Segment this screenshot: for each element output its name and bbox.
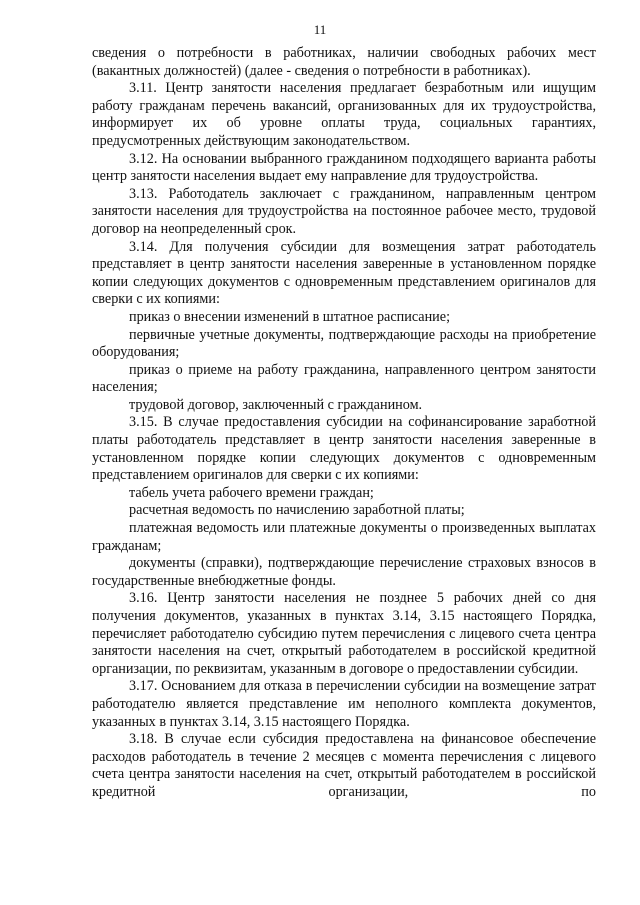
list-item-payment-statement: платежная ведомость или платежные документы о произведенных выплатах гражданам;: [92, 520, 596, 554]
paragraph-3-14: 3.14. Для получения субсидии для возмещения затрат работодатель представляет в центр занятости населения заверенные в установленном порядке копии следующих документов с одновременным представлением оригиналов для сверки с их копиями:: [92, 238, 596, 308]
list-item-labor-contract: трудовой договор, заключенный с гражданином.: [129, 396, 423, 413]
paragraph-3-18: 3.18. В случае если субсидия предоставлена на финансовое обеспечение расходов работодатель в течение 2 месяцев с момента перечисления с лицевого счета центра занятости населения на счет, открытый работодателем в российской кредитной организации, по: [92, 731, 596, 800]
page-number: 11: [313, 22, 327, 37]
paragraph-3-11: 3.11. Центр занятости населения предлагает безработным или ищущим работу гражданам перечень вакансий, организованных для их трудоустройства, информирует их об уровне оплаты труда, социальных гарантиях, предусмотренных действующим законодательством.: [92, 80, 596, 149]
list-item-timesheet: табель учета рабочего времени граждан;: [129, 484, 374, 501]
paragraph-3-16: 3.16. Центр занятости населения не позднее 5 рабочих дней со дня получения документов, указанных в пунктах 3.14, 3.15 настоящего Порядка, перечисляет работодателю субсидию путем перечисления с лицевого счета центра занятости населения на счет, открытый работодателем в российской кредитной организации, по реквизитам, указанным в договоре о предоставлении субсидии.: [92, 590, 596, 677]
document-body: [92, 45, 596, 802]
list-item-insurance-documents: документы (справки), подтверждающие перечисление страховых взносов в государственные внебюджетные фонды.: [92, 555, 596, 589]
paragraph-3-12: 3.12. На основании выбранного гражданином подходящего варианта работы центр занятости населения выдает ему направление для трудоустройства.: [92, 150, 596, 185]
paragraph-vacancy-info: сведения о потребности в работниках, наличии свободных рабочих мест (вакантных должностей) (далее - сведения о потребности в работниках).: [92, 45, 596, 79]
paragraph-3-13: 3.13. Работодатель заключает с гражданином, направленным центром занятости населения для трудоустройства на постоянное рабочее место, трудовой договор на неопределенный срок.: [92, 185, 596, 237]
paragraph-3-15: 3.15. В случае предоставления субсидии на софинансирование заработной платы работодатель представляет в центр занятости населения заверенные в установленном порядке копии следующих документов с одновременным представлением оригиналов для сверки с их копиями:: [92, 414, 596, 484]
list-item-payroll-statement: расчетная ведомость по начислению заработной платы;: [129, 502, 465, 519]
list-item-primary-documents: первичные учетные документы, подтверждающие расходы на приобретение оборудования;: [92, 326, 596, 361]
list-item-staffing-order: приказ о внесении изменений в штатное расписание;: [129, 308, 451, 325]
paragraph-3-17: 3.17. Основанием для отказа в перечислении субсидии на возмещение затрат работодателю является представление им неполного комплекта документов, указанных в пунктах 3.14, 3.15 настоящего Порядка.: [92, 678, 596, 730]
list-item-hiring-order: приказ о приеме на работу гражданина, направленного центром занятости населения;: [92, 361, 596, 396]
